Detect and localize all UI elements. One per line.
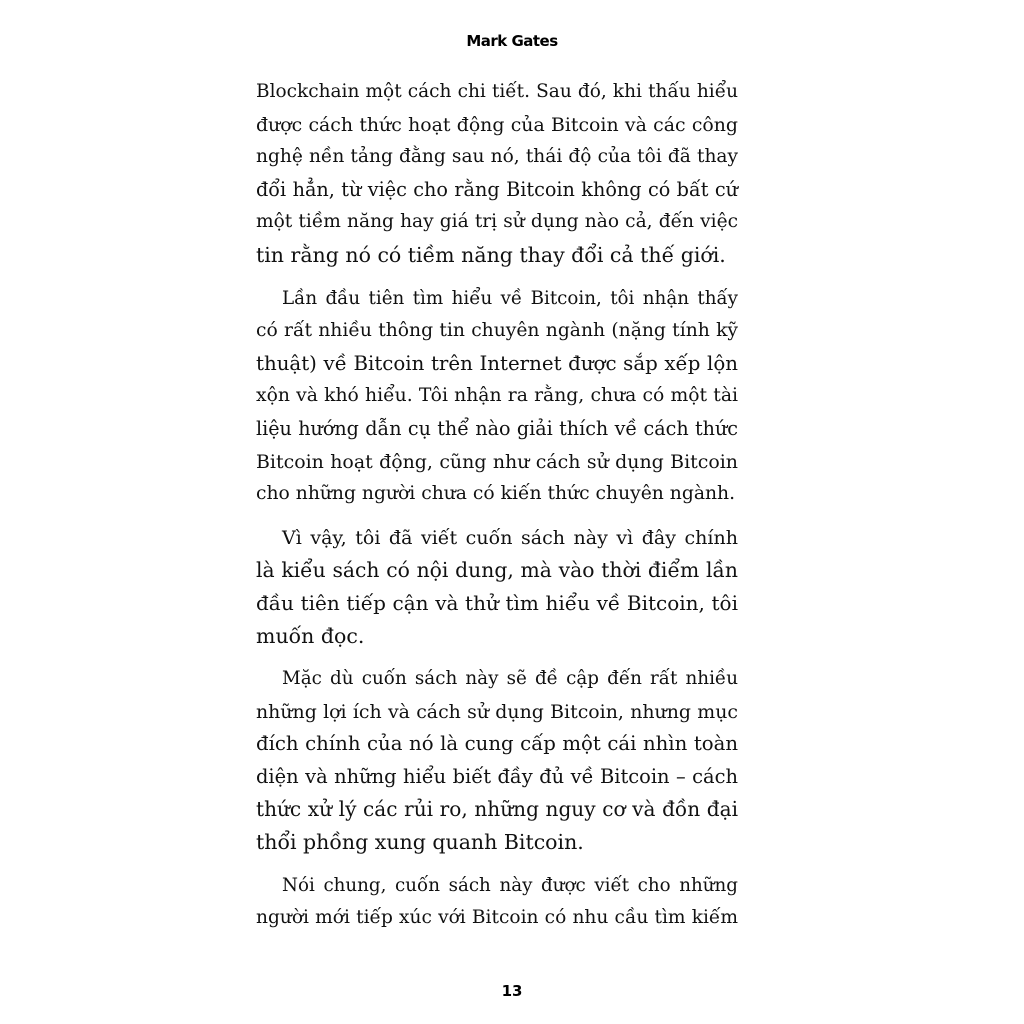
page-body	[256, 76, 738, 935]
text-line: cho những người chưa có kiến thức chuyên ngành.	[256, 483, 736, 505]
text-line: Nói chung, cuốn sách này được viết cho những	[282, 874, 738, 896]
text-line: có rất nhiều thông tin chuyên ngành (nặng tính kỹ	[256, 320, 738, 342]
text-line: Lần đầu tiên tìm hiểu về Bitcoin, tôi nhận thấy	[282, 287, 738, 309]
text-line: đích chính của nó là cung cấp một cái nhìn toàn	[256, 732, 738, 756]
text-line: Vì vậy, tôi đã viết cuốn sách này vì đây chính	[282, 526, 738, 549]
text-line: là kiểu sách có nội dung, mà vào thời điểm lần	[256, 558, 738, 583]
text-line: Blockchain một cách chi tiết. Sau đó, khi thấu hiểu	[256, 81, 738, 102]
paragraph-1	[256, 76, 738, 272]
paragraph-3	[256, 522, 738, 652]
text-line: thức xử lý các rủi ro, những nguy cơ và đồn đại	[256, 797, 738, 822]
paragraph-5	[256, 870, 738, 935]
text-line: Mặc dù cuốn sách này sẽ đề cập đến rất nhiều	[282, 668, 738, 690]
text-line: đầu tiên tiếp cận và thử tìm hiểu về Bitcoin, tôi	[256, 590, 738, 615]
text-line: thuật) về Bitcoin trên Internet được sắp xếp lộn	[256, 351, 738, 375]
text-line: những lợi ích và cách sử dụng Bitcoin, nhưng mục	[256, 700, 738, 723]
text-line: được cách thức hoạt động của Bitcoin và các công	[256, 113, 738, 136]
text-line: nghệ nền tảng đằng sau nó, thái độ của tôi đã thay	[256, 146, 738, 168]
text-line: một tiềm năng hay giá trị sử dụng nào cả, đến việc	[256, 211, 738, 233]
text-line: đổi hẳn, từ việc cho rằng Bitcoin không có bất cứ	[256, 177, 738, 201]
text-line: liệu hướng dẫn cụ thể nào giải thích về cách thức	[256, 416, 738, 440]
text-line: Bitcoin hoạt động, cũng như cách sử dụng Bitcoin	[256, 450, 738, 473]
text-line: xộn và khó hiểu. Tôi nhận ra rằng, chưa có một tài	[256, 385, 738, 407]
paragraph-4	[256, 663, 738, 859]
page-header-author: Mark Gates	[466, 32, 558, 50]
text-line: người mới tiếp xúc với Bitcoin có nhu cầu tìm kiếm	[256, 907, 738, 929]
text-line: diện và những hiểu biết đầy đủ về Bitcoin – cách	[256, 764, 738, 788]
text-line: tin rằng nó có tiềm năng thay đổi cả thế giới.	[256, 242, 726, 267]
page-number: 13	[501, 982, 523, 1000]
paragraph-2	[256, 283, 738, 511]
text-line: muốn đọc.	[256, 623, 365, 648]
text-line: thổi phồng xung quanh Bitcoin.	[256, 830, 584, 855]
